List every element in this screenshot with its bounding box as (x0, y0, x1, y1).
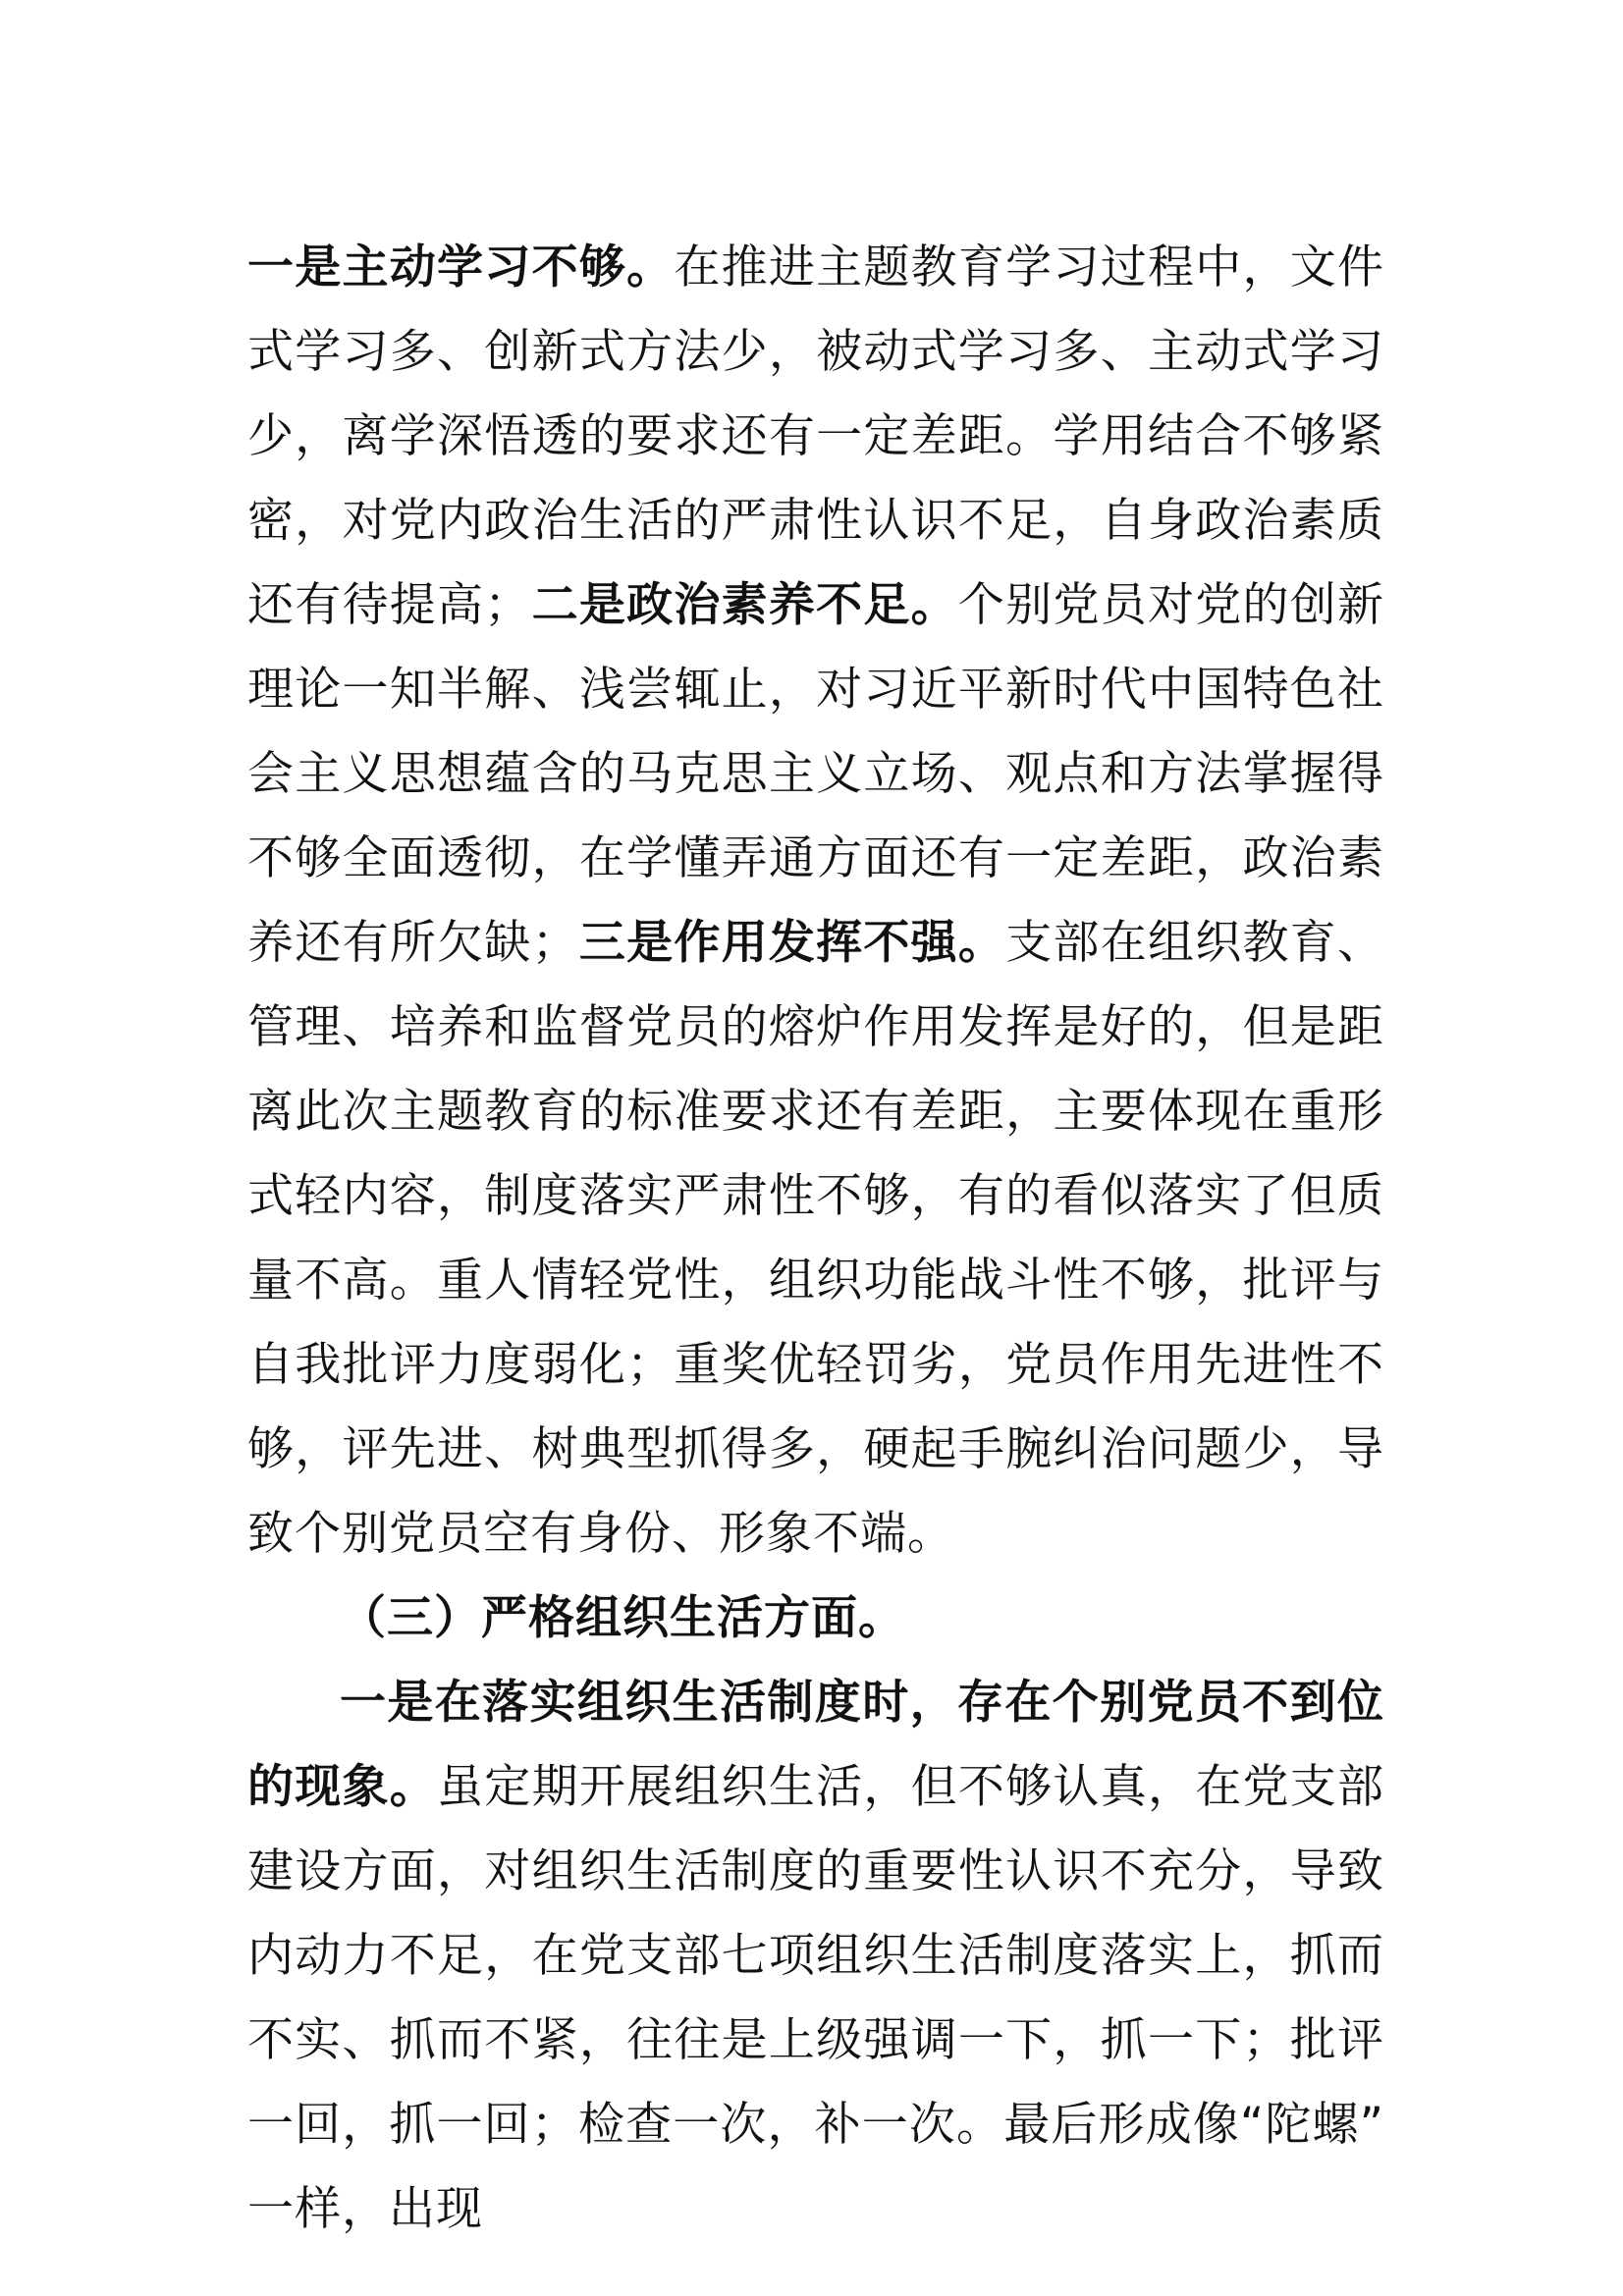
paragraph-organization-life (247, 1661, 1384, 2252)
point-two-body: 个别党员对党的创新理论一知半解、浅尝辄止，对习近平新时代中国特色社会主义思想蕴含的马克思主义立场、观点和方法掌握得不够全面透彻，在学懂弄通方面还有一定差距，政治素养还有所欠缺； (247, 578, 1385, 970)
point-one-title: 一是主动学习不够。 (247, 240, 675, 294)
point-three-title: 三是作用发挥不强。 (578, 916, 1006, 970)
paragraph-study-issues (247, 226, 1384, 1576)
org-point-one-body: 虽定期开展组织生活，但不够认真，在党支部建设方面，对组织生活制度的重要性认识不充分，导致内动力不足，在党支部七项组织生活制度落实上，抓而不实、抓而不紧，往往是上级强调一下，抓一下；批评一回，抓一回；检查一次，补一次。最后形成像“陀螺”一样，出现 (247, 1760, 1385, 2236)
point-three-body: 支部在组织教育、管理、培养和监督党员的熔炉作用发挥是好的，但是距离此次主题教育的标准要求还有差距，主要体现在重形式轻内容，制度落实严肃性不够，有的看似落实了但质量不高。重人情轻党性，组织功能战斗性不够，批评与自我批评力度弱化；重奖优轻罚劣，党员作用先进性不够，评先进、树典型抓得多，硬起手腕纠治问题少，导致个别党员空有身份、形象不端。 (247, 916, 1385, 1561)
point-two-title: 二是政治素养不足。 (531, 578, 958, 632)
point-one-body: 在推进主题教育学习过程中，文件式学习多、创新式方法少，被动式学习多、主动式学习少，离学深悟透的要求还有一定差距。学用结合不够紧密，对党内政治生活的严肃性认识不足，自身政治素质还有待提高； (247, 240, 1385, 632)
org-point-one-title: 一是在落实组织生活制度时，存在个别党员不到位的现象。 (247, 1676, 1384, 1814)
section-heading: （三）严格组织生活方面。 (340, 1591, 905, 1645)
document-body (247, 226, 1384, 2252)
